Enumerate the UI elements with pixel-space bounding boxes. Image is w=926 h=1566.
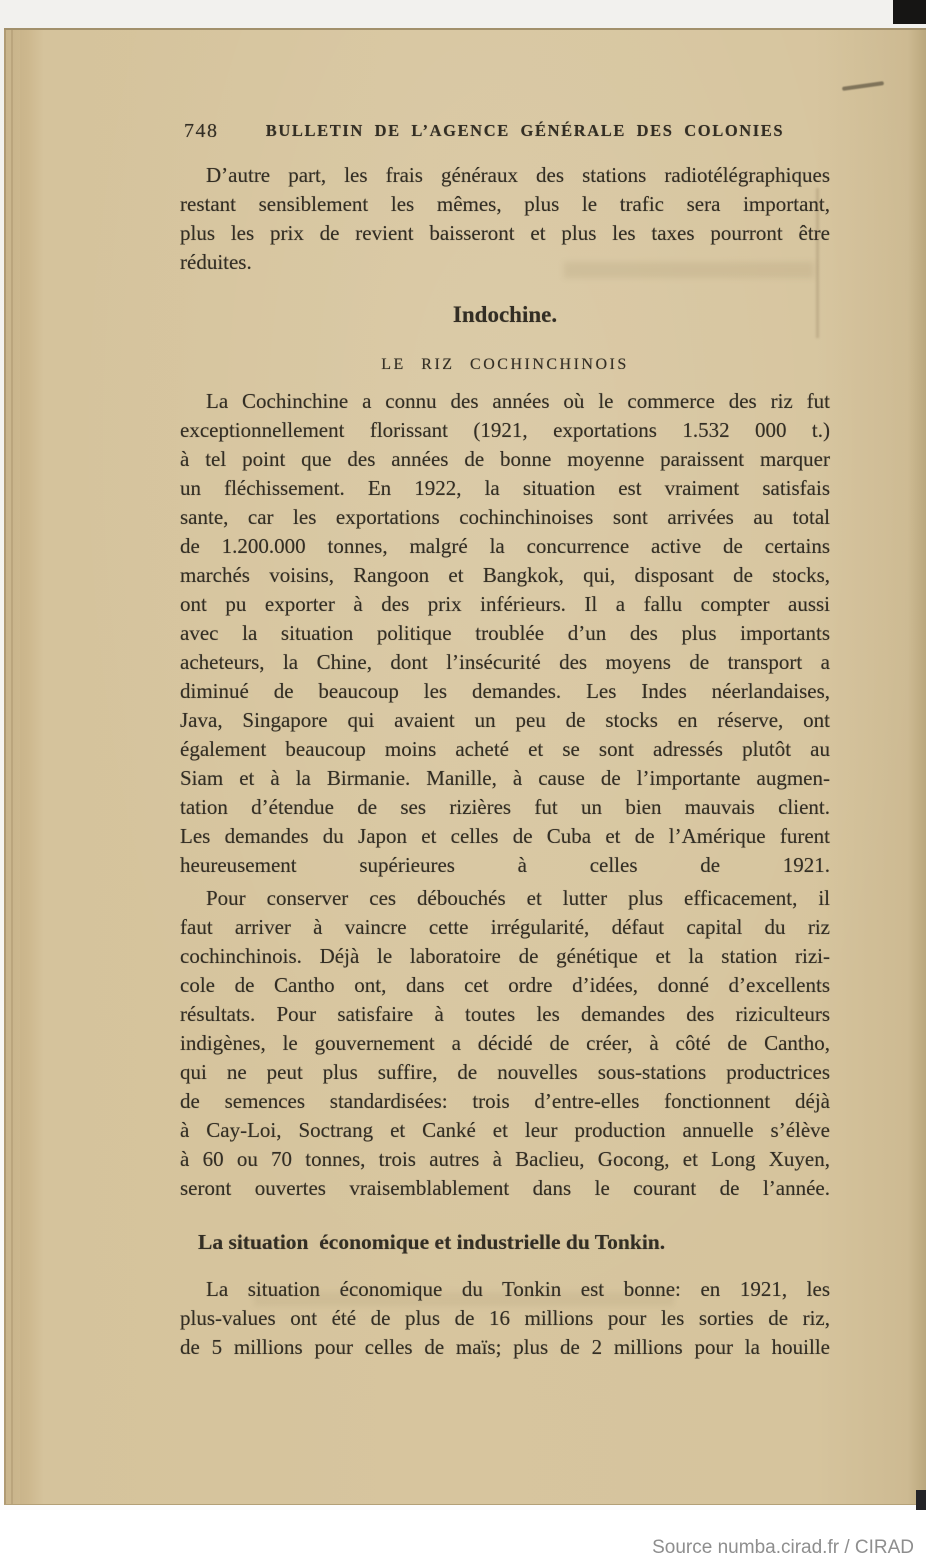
text-line: seront ouvertes vraisemblablement dans le courant de l’année.	[180, 1176, 830, 1200]
text-line: cochinchinois. Déjà le laboratoire de génétique et la station rizi-	[180, 944, 830, 968]
text-line: Siam et à la Birmanie. Manille, à cause de l’importante augmen-	[180, 766, 830, 790]
text-line: de 5 millions pour celles de maïs; plus de 2 millions pour la houille	[180, 1335, 830, 1359]
paragraph-radiotelegraph	[180, 161, 830, 277]
page-gutter-edges	[4, 30, 38, 1504]
text-line: sante, car les exportations cochinchinoises sont arrivées au total	[180, 505, 830, 529]
text-line: heureusement supérieures à celles de 1921.	[180, 853, 830, 877]
text-line: réduites.	[180, 250, 252, 274]
running-header-title: BULLETIN DE L’AGENCE GÉNÉRALE DES COLONIES	[265, 121, 785, 140]
source-credit: Source numba.cirad.fr / CIRAD	[652, 1537, 914, 1558]
scanned-page	[4, 28, 926, 1504]
text-line: à 60 ou 70 tonnes, trois autres à Baclieu, Gocong, et Long Xuyen,	[180, 1147, 830, 1171]
text-line: faut arriver à vaincre cette irrégularité, défaut capital du riz	[180, 915, 830, 939]
text-line: exceptionnellement florissant (1921, exportations 1.532 000 t.)	[180, 418, 830, 442]
text-line: La Cochinchine a connu des années où le commerce des riz fut	[206, 389, 830, 413]
text-line: à tel point que des années de bonne moyenne paraissent marquer	[180, 447, 830, 471]
text-line: ont pu exporter à des prix inférieurs. Il a fallu compter aussi	[180, 592, 830, 616]
paragraph-cochinchine-stations	[180, 884, 830, 1203]
text-line: acheteurs, la Chine, dont l’insécurité des moyens de transport a	[180, 650, 830, 674]
page-number: 748	[184, 120, 219, 142]
section-title-tonkin: La situation économique et industrielle du Tonkin.	[198, 1230, 666, 1254]
text-line: plus les prix de revient baisseront et plus les taxes pourront être	[180, 221, 830, 245]
text-line: indigènes, le gouvernement a décidé de créer, à côté de Cantho,	[180, 1031, 830, 1055]
text-line: résultats. Pour satisfaire à toutes les demandes des riziculteurs	[180, 1002, 830, 1026]
text-line: un fléchissement. En 1922, la situation est vraiment satisfais	[180, 476, 830, 500]
paragraph-tonkin-economy	[180, 1275, 830, 1362]
scan-footer-bar	[0, 1510, 926, 1566]
running-header-row	[180, 116, 830, 146]
ink-fleck	[842, 81, 884, 91]
text-line: Java, Singapore qui avaient un peu de stocks en réserve, ont	[180, 708, 830, 732]
text-line: de 1.200.000 tonnes, malgré la concurrence active de certains	[180, 534, 830, 558]
paragraph-cochinchine-exports	[180, 387, 830, 880]
text-line: Pour conserver ces débouchés et lutter plus efficacement, il	[206, 886, 830, 910]
text-line: de semences standardisées: trois d’entre-elles fonctionnent déjà	[180, 1089, 830, 1113]
text-line: également beaucoup moins acheté et se sont adressés plutôt au	[180, 737, 830, 761]
text-line: Les demandes du Japon et celles de Cuba et de l’Amérique furent	[180, 824, 830, 848]
text-line: marchés voisins, Rangoon et Bangkok, qui, disposant de stocks,	[180, 563, 830, 587]
text-line: avec la situation politique troublée d’un des plus importants	[180, 621, 830, 645]
book-cover-corner	[893, 0, 926, 24]
text-line: à Cay-Loi, Soctrang et Canké et leur production annuelle s’élève	[180, 1118, 830, 1142]
subsection-title-riz-cochinchinois: LE RIZ COCHINCHINOIS	[381, 356, 629, 373]
text-line: tation d’étendue de ses rizières fut un bien mauvais client.	[180, 795, 830, 819]
text-line: restant sensiblement les mêmes, plus le trafic sera important,	[180, 192, 830, 216]
section-title-indochine: Indochine.	[452, 302, 558, 327]
text-line: D’autre part, les frais généraux des stations radiotélégraphiques	[206, 163, 830, 187]
text-line: plus-values ont été de plus de 16 millions pour les sorties de riz,	[180, 1306, 830, 1330]
text-line: diminué de beaucoup les demandes. Les Indes néerlandaises,	[180, 679, 830, 703]
text-line: cole de Cantho ont, dans cet ordre d’idées, donné d’excellents	[180, 973, 830, 997]
text-line: qui ne peut plus suffire, de nouvelles sous-stations productrices	[180, 1060, 830, 1084]
text-line: La situation économique du Tonkin est bonne: en 1921, les	[206, 1277, 830, 1301]
